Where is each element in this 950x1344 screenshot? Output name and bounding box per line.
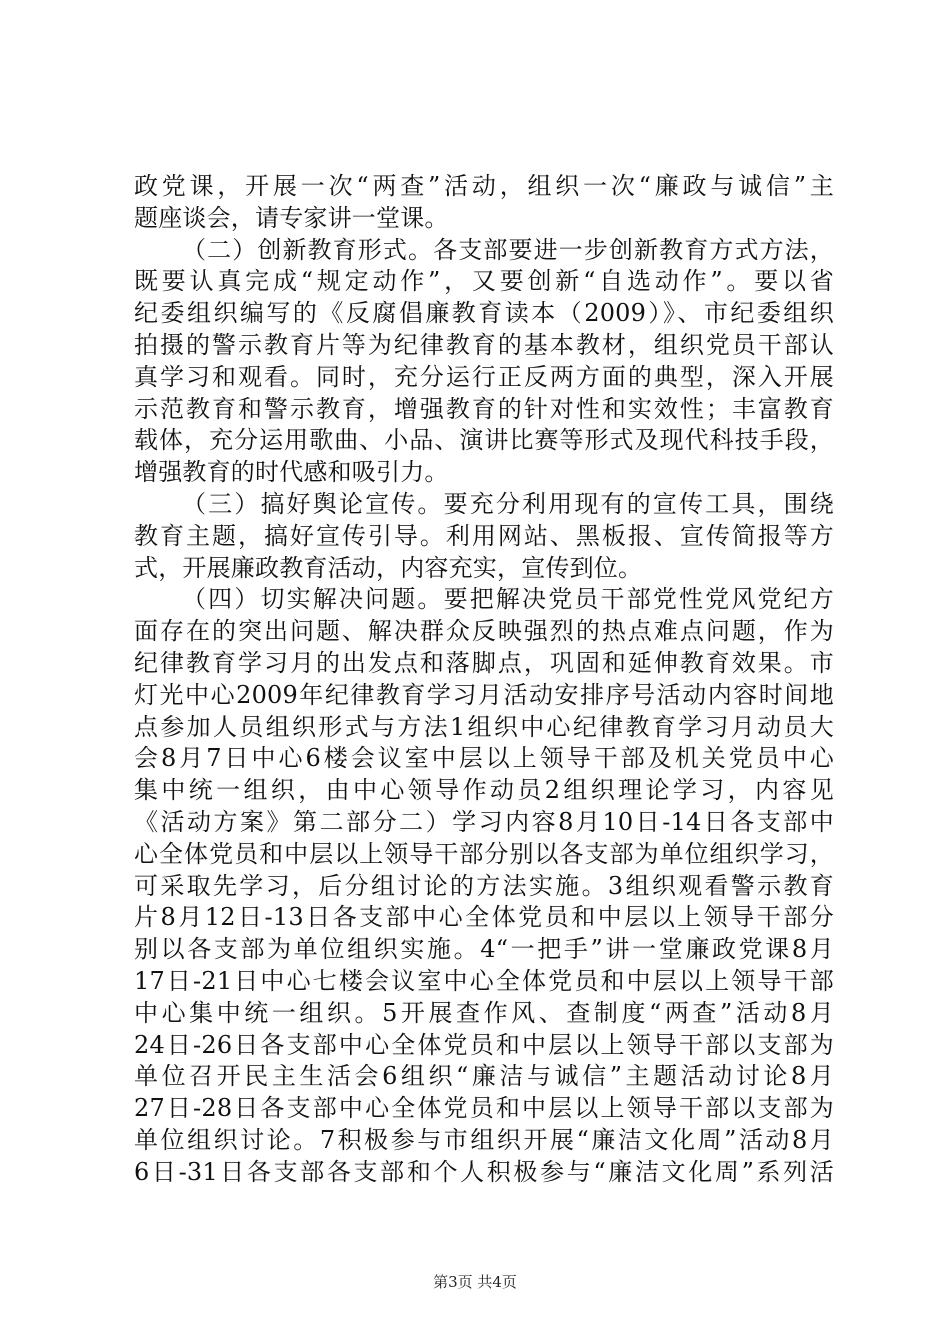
text-line: 增强教育的时代感和吸引力。: [134, 458, 449, 487]
text-line: 24日-26日各支部中心全体党员和中层以上领导干部以支部为: [134, 1030, 834, 1059]
text-line: 既要认真完成“规定动作”，又要创新“自选动作”。要以省: [134, 267, 834, 296]
text-line: 别以各支部为单位组织实施。4“一把手”讲一堂廉政党课8月: [134, 935, 834, 964]
text-line: 政党课，开展一次“两查”活动，组织一次“廉政与诚信”主: [134, 172, 834, 200]
text-line: 纪委组织编写的《反腐倡廉教育读本（2009）》、市纪委组织: [134, 299, 834, 328]
page-footer: 第3页 共4页: [433, 1273, 517, 1291]
text-line: 纪律教育学习月的出发点和落脚点，巩固和延伸教育效果。市: [134, 648, 834, 677]
text-line: 17日-21日中心七楼会议室中心全体党员和中层以上领导干部: [134, 966, 834, 995]
text-line: 题座谈会，请专家讲一堂课。: [134, 203, 449, 232]
text-line: 教育主题，搞好宣传引导。利用网站、黑板报、宣传简报等方: [134, 521, 834, 550]
text-line: （三）搞好舆论宣传。要充分利用现有的宣传工具，围绕: [182, 489, 834, 518]
text-line: 6日-31日各支部各支部和个人积极参与“廉洁文化周”系列活: [134, 1157, 834, 1186]
text-line: 拍摄的警示教育片等为纪律教育的基本教材，组织党员干部认: [134, 330, 834, 359]
text-line: （二）创新教育形式。各支部要进一步创新教育方式方法，: [182, 235, 834, 264]
text-line: 示范教育和警示教育，增强教育的针对性和实效性；丰富教育: [134, 394, 834, 423]
text-line: 中心集中统一组织。5开展查作风、查制度“两查”活动8月: [134, 998, 834, 1027]
text-line: 单位组织讨论。7积极参与市组织开展“廉洁文化周”活动8月: [134, 1125, 834, 1154]
text-line: 面存在的突出问题、解决群众反映强烈的热点难点问题，作为: [134, 617, 834, 646]
text-line: 集中统一组织，由中心领导作动员2组织理论学习，内容见: [134, 776, 834, 805]
text-line: （四）切实解决问题。要把解决党员干部党性党风党纪方: [182, 585, 834, 614]
text-line: 单位召开民主生活会6组织“廉洁与诚信”主题活动讨论8月: [134, 1062, 834, 1091]
text-line: 27日-28日各支部中心全体党员和中层以上领导干部以支部为: [134, 1094, 834, 1123]
text-line: 灯光中心2009年纪律教育学习月活动安排序号活动内容时间地: [134, 680, 834, 709]
text-line: 可采取先学习，后分组讨论的方法实施。3组织观看警示教育: [134, 871, 834, 900]
text-line: 载体，充分运用歌曲、小品、演讲比赛等形式及现代科技手段，: [134, 426, 834, 455]
text-line: 《活动方案》第二部分二）学习内容8月10日-14日各支部中: [134, 807, 834, 836]
text-line: 会8月7日中心6楼会议室中层以上领导干部及机关党员中心: [134, 744, 834, 773]
text-line: 心全体党员和中层以上领导干部分别以各支部为单位组织学习，: [134, 839, 834, 868]
body-text: [134, 171, 834, 1189]
text-line: 式，开展廉政教育活动，内容充实，宣传到位。: [134, 553, 643, 582]
text-line: 真学习和观看。同时，充分运行正反两方面的典型，深入开展: [134, 362, 834, 391]
text-line: 片8月12日-13日各支部中心全体党员和中层以上领导干部分: [134, 903, 834, 932]
text-line: 点参加人员组织形式与方法1组织中心纪律教育学习月动员大: [134, 712, 834, 741]
